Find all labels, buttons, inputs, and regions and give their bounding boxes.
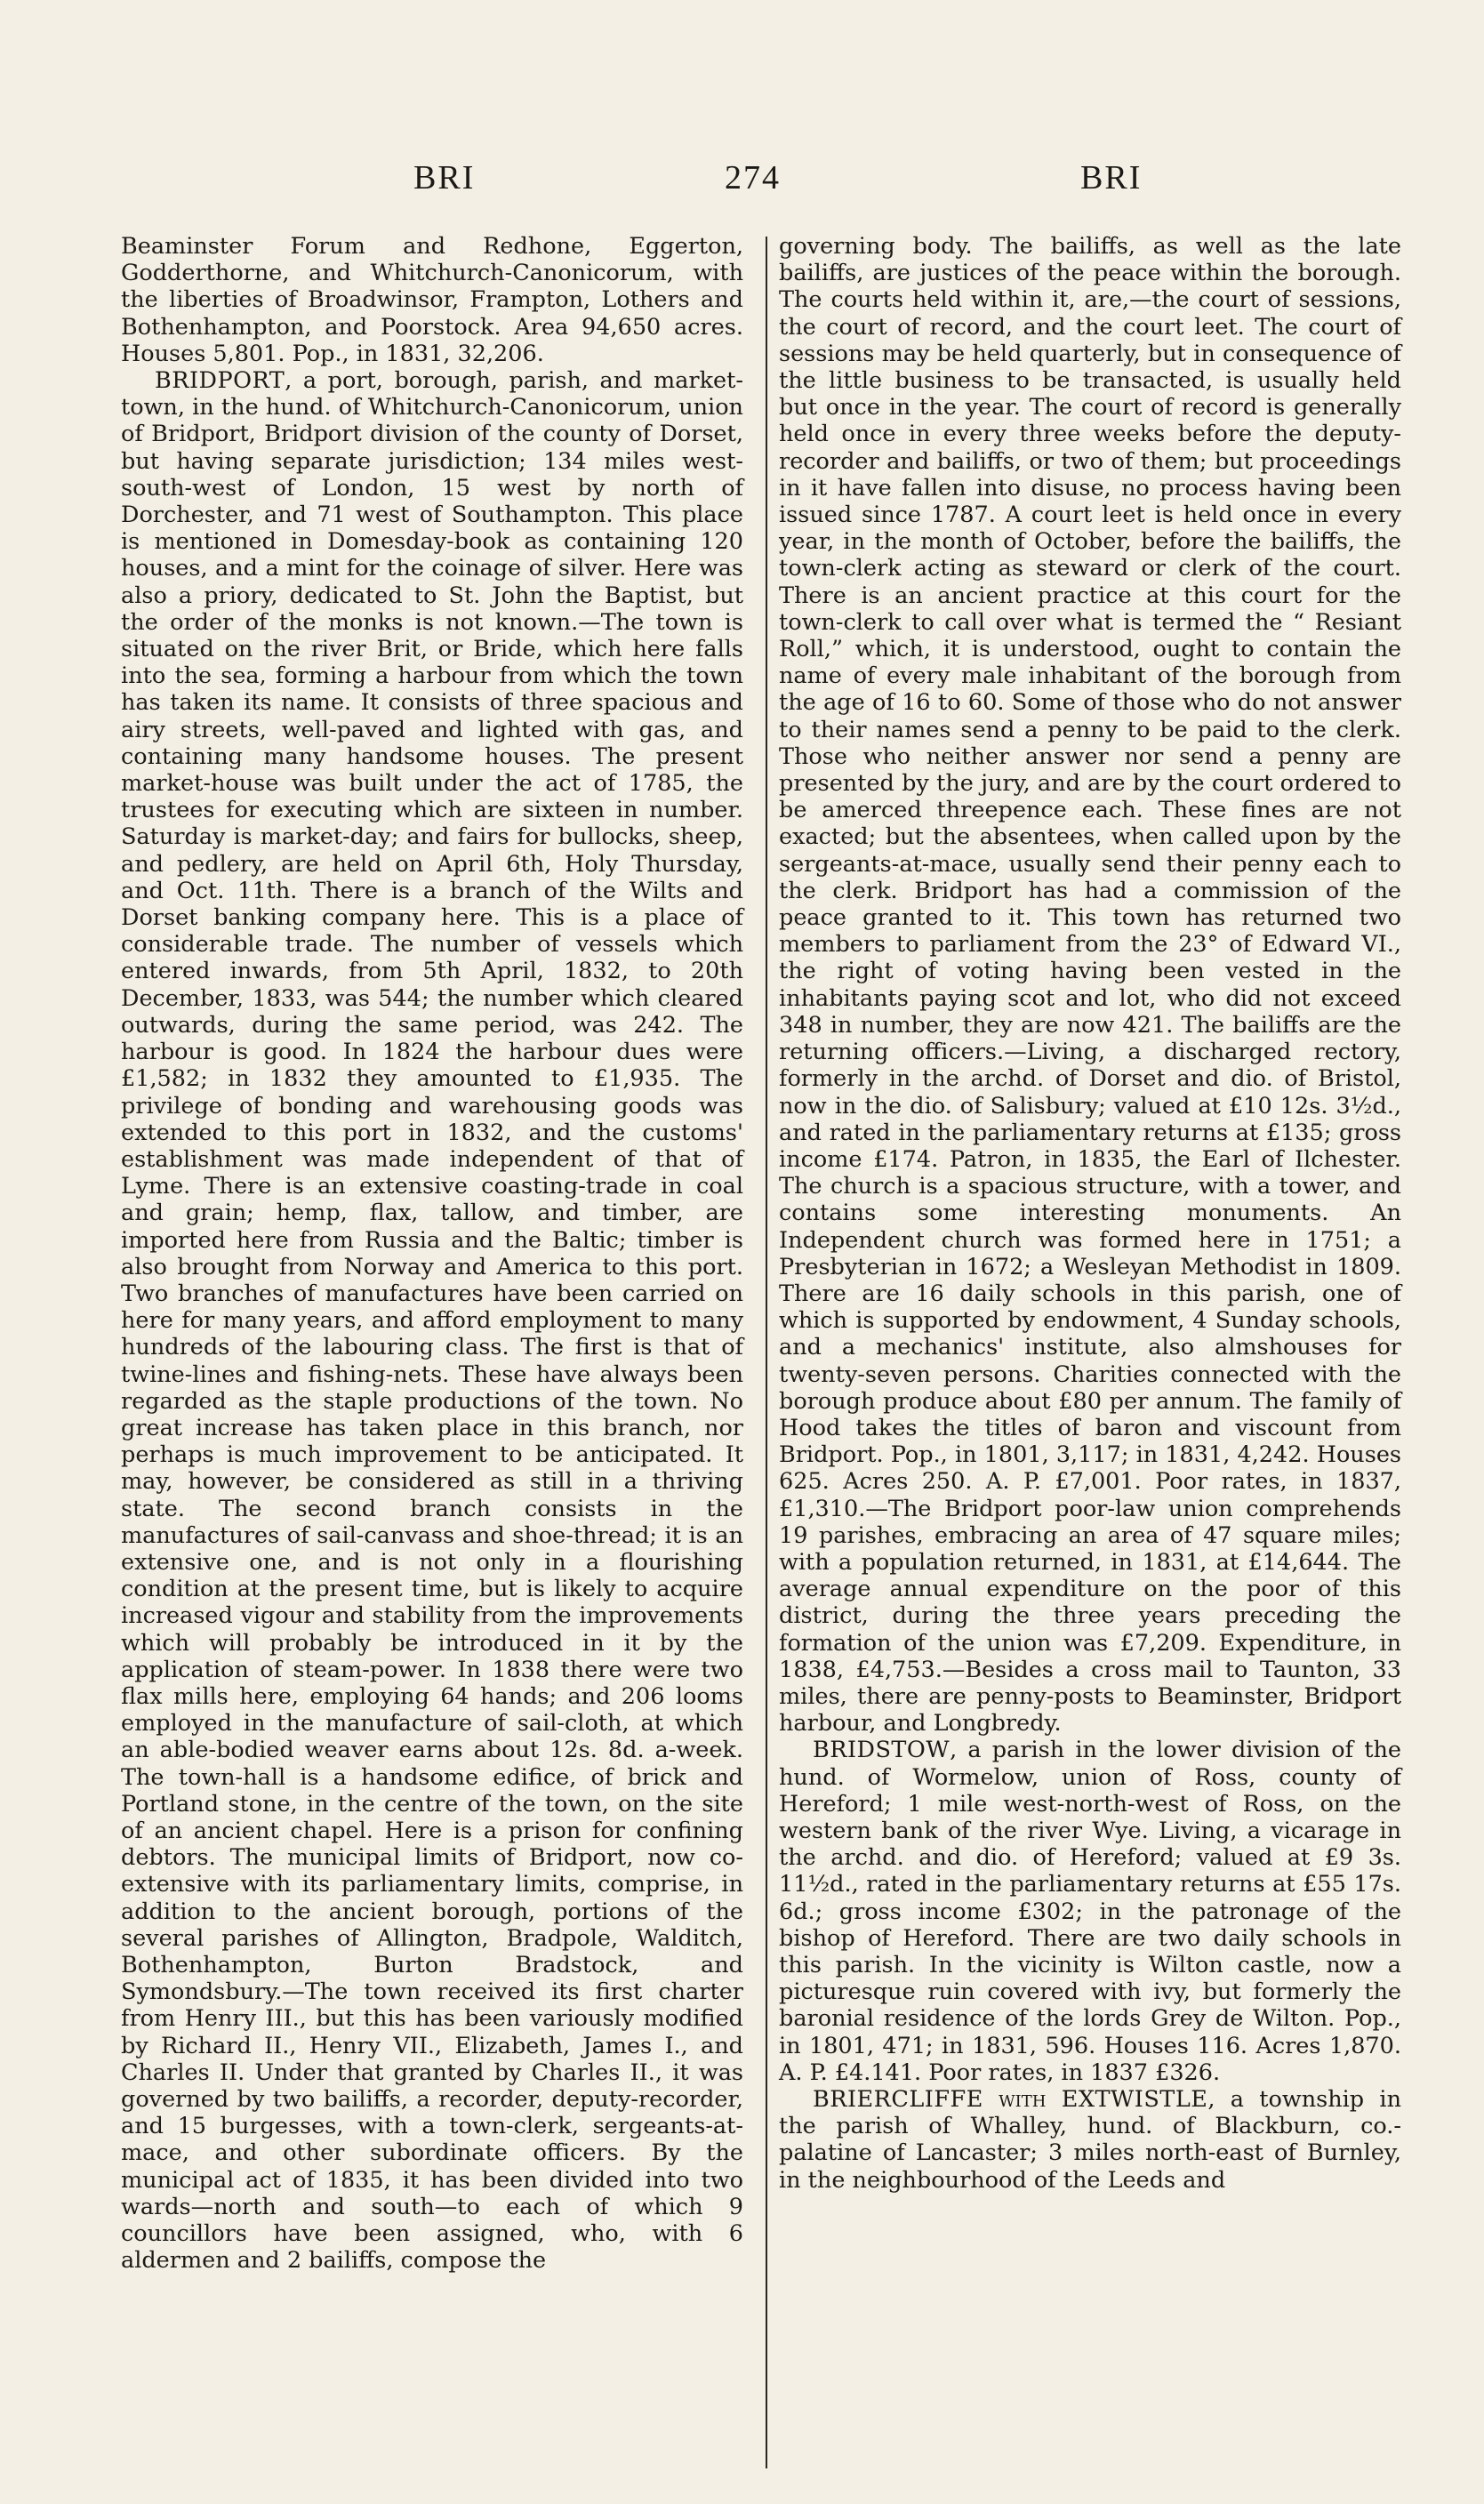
entry-text: , a township in the parish of Whalley, hund. of Blackburn, co.-palatine of Lancaster; 3 miles north-east of Burnley, in the neighbourhood of the Leeds and	[779, 2086, 1401, 2194]
entry-briercliffe	[779, 2086, 1401, 2194]
entry-headword: BRIDSTOW	[813, 1737, 951, 1764]
entry-connector: with	[999, 2086, 1047, 2114]
entry-continuation: Beaminster Forum and Redhone, Eggerton, Godderthorne, and Whitchurch-Canonicorum, with the liberties of Broadwinsor, Frampton, Lothers and Bothenhampton, and Poorstock. Area 94,650 acres. Houses 5,801. Pop., in 1831, 32,206.	[121, 233, 743, 367]
left-column	[121, 233, 743, 2274]
entry-continuation: governing body. The bailiffs, as well as the late bailiffs, are justices of the peace within the borough. The courts held within it, are,—the court of sessions, the court of record, and the court leet. The court of sessions may be held quarterly, but in consequence of the little business to be transacted, is usually held but once in the year. The court of record is generally held once in every three weeks before the deputy-recorder and bailiffs, or two of them; but proceedings in it have fallen into disuse, no process having been issued since 1787. A court leet is held once in every year, in the month of October, before the bailiffs, the town-clerk acting as steward or clerk of the court. There is an ancient practice at this court for the town-clerk to call over what is termed the “ Resiant Roll,” which, it is understood, ought to contain the name of every male inhabitant of the borough from the age of 16 to 60. Some of those who do not answer to their names send a penny to be paid to the clerk. Those who neither answer nor send a penny are presented by the jury, and are by the court ordered to be amerced threepence each. These fines are not exacted; but the absentees, when called upon by the sergeants-at-mace, usually send their penny each to the clerk. Bridport has had a commission of the peace granted to it. This town has returned two members to parliament from the 23° of Edward VI., the right of voting having been vested in the inhabitants paying scot and lot, who did not exceed 348 in number, they are now 421. The bailiffs are the returning officers.—Living, a discharged rectory, formerly in the archd. of Dorset and dio. of Bristol, now in the dio. of Salisbury; valued at £10 12s. 3½d., and rated in the parliamentary returns at £135; gross income £174. Patron, in 1835, the Earl of Ilchester. The church is a spacious structure, with a tower, and contains some interesting monuments. An Independent church was formed here in 1751; a Presbyterian in 1672; a Wesleyan Methodist in 1809. There are 16 daily schools in this parish, one of which is supported by endowment, 4 Sunday schools, and a mechanics' institute, also almshouses for twenty-seven persons. Charities connected with the borough produce about £80 per annum. The family of Hood takes the titles of baron and viscount from Bridport. Pop., in 1801, 3,117; in 1831, 4,242. Houses 625. Acres 250. A. P. £7,001. Poor rates, in 1837, £1,310.—The Bridport poor-law union comprehends 19 parishes, embracing an area of 47 square miles; with a population returned, in 1831, at £14,644. The average annual expenditure on the poor of this district, during the three years preceding the formation of the union was £7,209. Expenditure, in 1838, £4,753.—Besides a cross mail to Taunton, 33 miles, there are penny-posts to Beaminster, Bridport harbour, and Longbredy.	[779, 233, 1401, 1738]
entry-text: , a parish in the lower division of the hund. of Wormelow, union of Ross, county of Hereford; 1 mile west-north-west of Ross, on the western bank of the river Wye. Living, a vicarage in the archd. and dio. of Hereford; valued at £9 3s. 11½d., rated in the parliamentary returns at £55 17s. 6d.; gross income £302; in the patronage of the bishop of Hereford. There are two daily schools in this parish. In the vicinity is Wilton castle, now a picturesque ruin covered with ivy, but formerly the baronial residence of the lords Grey de Wilton. Pop., in 1801, 471; in 1831, 596. Houses 116. Acres 1,870. A. P. £4.141. Poor rates, in 1837 £326.	[779, 1737, 1401, 2086]
header-left-guideword: BRI	[413, 159, 476, 197]
running-header	[120, 158, 1347, 212]
entry-headword: BRIERCLIFFE	[813, 2086, 983, 2114]
entry-text: , a port, borough, parish, and market-town, in the hund. of Whitchurch-Canonicorum, union of Bridport, Bridport division of the county of Dorset, but having separate jurisdiction; 134 miles west-south-west of London, 15 west by north of Dorchester, and 71 west of Southampton. This place is mentioned in Domesday-book as containing 120 houses, and a mint for the coinage of silver. Here was also a priory, dedicated to St. John the Baptist, but the order of the monks is not known.—The town is situated on the river Brit, or Bride, which here falls into the sea, forming a harbour from which the town has taken its name. It consists of three spacious and airy streets, well-paved and lighted with gas, and containing many handsome houses. The present market-house was built under the act of 1785, the trustees for executing which are sixteen in number. Saturday is market-day; and fairs for bullocks, sheep, and pedlery, are held on April 6th, Holy Thursday, and Oct. 11th. There is a branch of the Wilts and Dorset banking company here. This is a place of considerable trade. The number of vessels which entered inwards, from 5th April, 1832, to 20th December, 1833, was 544; the number which cleared outwards, during the same period, was 242. The harbour is good. In 1824 the harbour dues were £1,582; in 1832 they amounted to £1,935. The privilege of bonding and warehousing goods was extended to this port in 1832, and the customs' establishment was made independent of that of Lyme. There is an extensive coasting-trade in coal and grain; hemp, flax, tallow, and timber, are imported here from Russia and the Baltic; timber is also brought from Norway and America to this port. Two branches of manufactures have been carried on here for many years, and afford employment to many hundreds of the labouring class. The first is that of twine-lines and fishing-nets. These have always been regarded as the staple productions of the town. No great increase has taken place in this branch, nor perhaps is much improvement to be anticipated. It may, however, be considered as still in a thriving state. The second branch consists in the manufactures of sail-canvass and shoe-thread; it is an extensive one, and is not only in a flourishing condition at the present time, but is likely to acquire increased vigour and stability from the improvements which will probably be introduced in it by the application of steam-power. In 1838 there were two flax mills here, employing 64 hands; and 206 looms employed in the manufacture of sail-cloth, at which an able-bodied weaver earns about 12s. 8d. a-week. The town-hall is a handsome edifice, of brick and Portland stone, in the centre of the town, on the site of an ancient chapel. Here is a prison for confining debtors. The municipal limits of Bridport, now co-extensive with its parliamentary limits, comprise, in addition to the ancient borough, portions of the several parishes of Allington, Bradpole, Walditch, Bothenhampton, Burton Bradstock, and Symondsbury.—The town received its first charter from Henry III., but this has been variously modified by Richard II., Henry VII., Elizabeth, James I., and Charles II. Under that granted by Charles II., it was governed by two bailiffs, a recorder, deputy-recorder, and 15 burgesses, with a town-clerk, sergeants-at-mace, and other subordinate officers. By the municipal act of 1835, it has been divided into two wards—north and south—to each of which 9 councillors have been assigned, who, with 6 aldermen and 2 bailiffs, compose the	[121, 367, 743, 2275]
entry-headword: BRIDPORT	[155, 367, 285, 395]
right-column	[779, 233, 1401, 2194]
entry-headword-2: EXTWISTLE	[1061, 2086, 1208, 2114]
page-number: 274	[725, 159, 781, 197]
entry-bridport	[121, 367, 743, 2274]
header-right-guideword: BRI	[1080, 159, 1143, 197]
entry-bridstow	[779, 1737, 1401, 2086]
column-divider	[766, 237, 767, 2468]
